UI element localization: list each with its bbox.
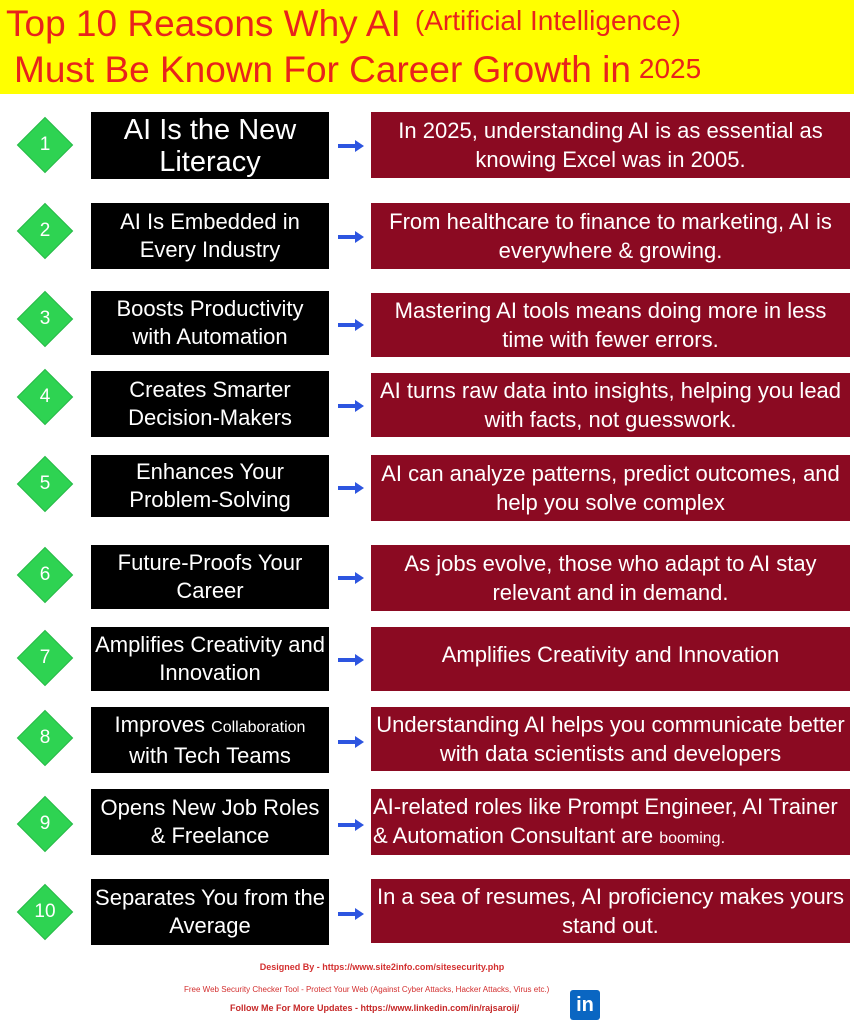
page-title-line-1 xyxy=(6,2,681,49)
arrow-right-icon xyxy=(338,654,364,666)
badge-number: 9 xyxy=(39,813,51,834)
badge-number: 4 xyxy=(39,386,51,407)
number-badge xyxy=(18,797,70,849)
badge-number: 10 xyxy=(34,901,56,922)
number-badge xyxy=(18,548,70,600)
reason-description: Understanding AI helps you communicate better with data scientists and developers xyxy=(371,707,850,771)
number-badge xyxy=(18,292,70,344)
arrow-right-icon xyxy=(338,400,364,412)
reason-description: In a sea of resumes, AI proficiency makes yours stand out. xyxy=(371,879,850,943)
reason-title-part-small: Collaboration xyxy=(211,718,306,736)
page-title: Top 10 Reasons Why AI xyxy=(6,3,401,44)
reason-title: Amplifies Creativity and Innovation xyxy=(91,627,329,691)
reason-title xyxy=(91,707,329,773)
reason-title: Future-Proofs Your Career xyxy=(91,545,329,609)
designed-by-link[interactable]: Designed By - https://www.site2info.com/sitesecurity.php xyxy=(259,962,505,972)
reason-title: Boosts Productivity with Automation xyxy=(91,291,329,355)
arrow-right-icon xyxy=(338,908,364,920)
reason-title: AI Is the New Literacy xyxy=(91,112,329,179)
number-badge xyxy=(18,370,70,422)
arrow-right-icon xyxy=(338,572,364,584)
security-tool-text: Free Web Security Checker Tool - Protect Your Web (Against Cyber Attacks, Hacker Attacks, Virus etc.) xyxy=(184,985,550,994)
page-title-line-2 xyxy=(14,48,701,95)
arrow-right-icon xyxy=(338,736,364,748)
badge-number: 3 xyxy=(39,308,51,329)
arrow-right-icon xyxy=(338,482,364,494)
reason-description xyxy=(371,789,850,855)
badge-number: 8 xyxy=(39,727,51,748)
reason-title-part: with Tech Teams xyxy=(129,742,291,768)
arrow-right-icon xyxy=(338,319,364,331)
reason-title: AI Is Embedded in Every Industry xyxy=(91,203,329,269)
badge-number: 7 xyxy=(39,647,51,668)
badge-number: 6 xyxy=(39,564,51,585)
reason-description: Mastering AI tools means doing more in less time with fewer errors. xyxy=(371,293,850,357)
number-badge xyxy=(18,631,70,683)
reason-title: Opens New Job Roles & Freelance xyxy=(91,789,329,855)
page-title-year: 2025 xyxy=(638,53,702,84)
number-badge xyxy=(18,711,70,763)
reason-description-text: AI-related roles like Prompt Engineer, AI Trainer & Automation Consultant are xyxy=(373,793,838,848)
arrow-right-icon xyxy=(338,231,364,243)
reason-description: AI can analyze patterns, predict outcomes, and help you solve complex xyxy=(371,455,850,521)
page-title-parenthetical: (Artificial Intelligence) xyxy=(414,5,681,36)
arrow-right-icon xyxy=(338,819,364,831)
reason-title: Separates You from the Average xyxy=(91,879,329,945)
reason-title: Enhances Your Problem-Solving xyxy=(91,455,329,517)
follow-linkedin-link[interactable]: Follow Me For More Updates - https://www.linkedin.com/in/rajsaroij/ xyxy=(230,1003,520,1013)
reason-title: Creates Smarter Decision-Makers xyxy=(91,371,329,437)
reason-description: In 2025, understanding AI is as essential as knowing Excel was in 2005. xyxy=(371,112,850,178)
number-badge xyxy=(18,118,70,170)
header-banner xyxy=(0,0,854,94)
badge-number: 5 xyxy=(39,473,51,494)
number-badge xyxy=(18,457,70,509)
badge-number: 2 xyxy=(39,220,51,241)
number-badge xyxy=(18,204,70,256)
reason-description-small: booming. xyxy=(659,829,726,847)
reason-description: As jobs evolve, those who adapt to AI stay relevant and in demand. xyxy=(371,545,850,611)
reason-description: Amplifies Creativity and Innovation xyxy=(371,627,850,691)
badge-number: 1 xyxy=(39,134,51,155)
reason-description: AI turns raw data into insights, helping you lead with facts, not guesswork. xyxy=(371,373,850,437)
arrow-right-icon xyxy=(338,140,364,152)
page-subtitle: Must Be Known For Career Growth in xyxy=(14,49,631,90)
reason-title-part: Improves xyxy=(114,711,206,737)
linkedin-icon[interactable]: in xyxy=(570,990,600,1020)
reason-description: From healthcare to finance to marketing, AI is everywhere & growing. xyxy=(371,203,850,269)
number-badge xyxy=(18,885,70,937)
